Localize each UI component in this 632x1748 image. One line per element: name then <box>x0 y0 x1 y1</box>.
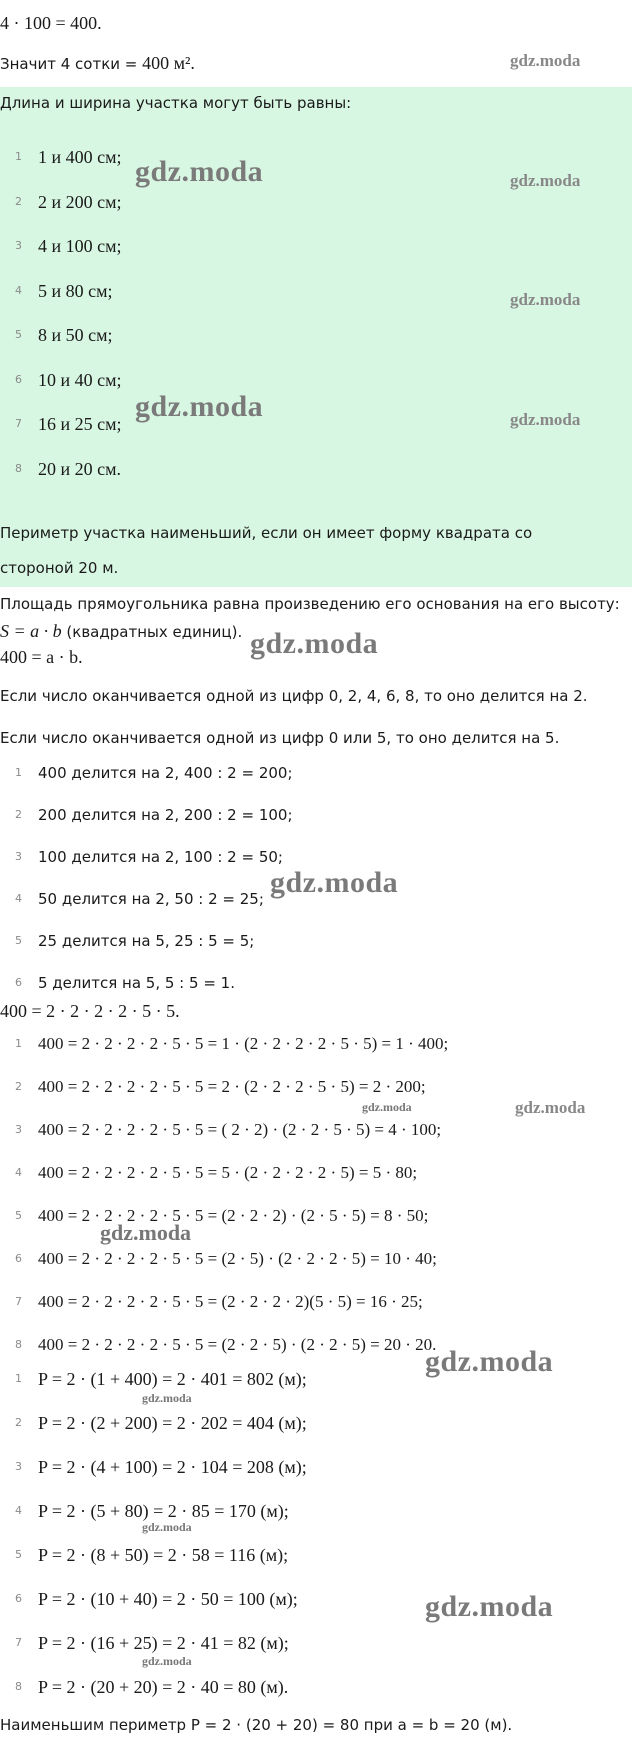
watermark: gdz.moda <box>425 1345 554 1378</box>
item-text: 4 и 100 см; <box>38 236 122 256</box>
intro-line-2-text: Значит 4 сотки = <box>0 55 143 73</box>
item-text: 20 и 20 см. <box>38 459 122 479</box>
area-equation: 400 = a · b. <box>0 647 83 667</box>
item-number: 7 <box>15 1295 22 1308</box>
item-number: 6 <box>15 976 22 989</box>
item-number: 3 <box>15 1123 22 1136</box>
intro-line-2 <box>0 52 195 75</box>
item-number: 8 <box>15 1680 22 1693</box>
watermark: gdz.moda <box>250 627 379 660</box>
item-text: 400 = 2 · 2 · 2 · 2 · 5 · 5 = 2 · (2 · 2 · 2 · 5 · 5) = 2 · 200; <box>38 1077 426 1096</box>
watermark: gdz.moda <box>100 1220 192 1245</box>
item-text: 400 = 2 · 2 · 2 · 2 · 5 · 5 = (2 · 5) · (2 · 2 · 2 · 5) = 10 · 40; <box>38 1249 437 1268</box>
watermark: gdz.moda <box>135 390 264 423</box>
item-number: 6 <box>15 1252 22 1265</box>
watermark: gdz.moda <box>135 155 264 188</box>
item-number: 2 <box>15 808 22 821</box>
watermark: gdz.moda <box>510 171 581 190</box>
item-text: 400 = 2 · 2 · 2 · 2 · 5 · 5 = ( 2 · 2) · (2 · 2 · 5 · 5) = 4 · 100; <box>38 1120 442 1139</box>
factorization: 400 = 2 · 2 · 2 · 2 · 5 · 5. <box>0 1001 180 1021</box>
item-number: 1 <box>15 766 22 779</box>
item-number: 4 <box>15 892 22 905</box>
sizes-heading: Длина и ширина участка могут быть равны: <box>0 94 352 112</box>
item-text: 400 = 2 · 2 · 2 · 2 · 5 · 5 = 1 · (2 · 2 · 2 · 2 · 5 · 5) = 1 · 400; <box>38 1034 449 1053</box>
item-text: 5 и 80 см; <box>38 281 113 301</box>
intro-line-2-value: 400 м². <box>142 53 195 73</box>
item-number: 5 <box>15 934 22 947</box>
item-number: 7 <box>15 417 22 430</box>
item-text: P = 2 · (2 + 200) = 2 · 202 = 404 (м); <box>38 1413 307 1433</box>
item-number: 2 <box>15 1416 22 1429</box>
item-number: 4 <box>15 1166 22 1179</box>
item-number: 5 <box>15 328 22 341</box>
perimeter-note-line-1: Периметр участка наименьший, если он имеет форму квадрата со <box>0 524 533 542</box>
conclusion: Наименьшим периметр P = 2 · (20 + 20) = 80 при a = b = 20 (м). <box>0 1716 513 1734</box>
item-number: 8 <box>15 462 22 475</box>
item-text: P = 2 · (1 + 400) = 2 · 401 = 802 (м); <box>38 1369 307 1389</box>
watermark: gdz.moda <box>510 410 581 429</box>
item-text: 400 делится на 2, 400 : 2 = 200; <box>38 764 293 782</box>
item-text: 400 = 2 · 2 · 2 · 2 · 5 · 5 = (2 · 2 · 2 · 2)(5 · 5) = 16 · 25; <box>38 1292 423 1311</box>
item-number: 4 <box>15 284 22 297</box>
item-number: 3 <box>15 239 22 252</box>
watermark: gdz.moda <box>515 1098 586 1117</box>
item-text: P = 2 · (4 + 100) = 2 · 104 = 208 (м); <box>38 1457 307 1477</box>
item-text: 10 и 40 см; <box>38 370 122 390</box>
item-text: 50 делится на 2, 50 : 2 = 25; <box>38 890 264 908</box>
item-text: 200 делится на 2, 200 : 2 = 100; <box>38 806 293 824</box>
item-text: 1 и 400 см; <box>38 147 122 167</box>
item-text: P = 2 · (20 + 20) = 2 · 40 = 80 (м). <box>38 1677 289 1697</box>
area-formula-expr: S = a · b <box>0 621 62 641</box>
watermark: gdz.moda <box>425 1590 554 1623</box>
item-number: 6 <box>15 373 22 386</box>
perimeter-note-line-2: стороной 20 м. <box>0 559 119 577</box>
item-number: 5 <box>15 1548 22 1561</box>
item-text: 16 и 25 см; <box>38 414 122 434</box>
item-number: 1 <box>15 150 22 163</box>
item-text: 5 делится на 5, 5 : 5 = 1. <box>38 974 235 992</box>
area-rule: Площадь прямоугольника равна произведению его основания на его высоту: <box>0 595 620 613</box>
watermark: gdz.moda <box>362 1100 412 1114</box>
rule-div-2: Если число оканчивается одной из цифр 0, 2, 4, 6, 8, то оно делится на 2. <box>0 687 588 705</box>
item-text: 400 = 2 · 2 · 2 · 2 · 5 · 5 = (2 · 2 · 5) · (2 · 2 · 5) = 20 · 20. <box>38 1335 437 1354</box>
watermark: gdz.moda <box>270 866 399 899</box>
item-number: 4 <box>15 1504 22 1517</box>
item-number: 1 <box>15 1037 22 1050</box>
watermark: gdz.moda <box>510 290 581 309</box>
item-number: 7 <box>15 1636 22 1649</box>
item-text: 400 = 2 · 2 · 2 · 2 · 5 · 5 = (2 · 2 · 2) · (2 · 5 · 5) = 8 · 50; <box>38 1206 429 1225</box>
item-text: P = 2 · (8 + 50) = 2 · 58 = 116 (м); <box>38 1545 289 1565</box>
area-formula-note: (квадратных единиц). <box>61 623 243 641</box>
item-text: 400 = 2 · 2 · 2 · 2 · 5 · 5 = 5 · (2 · 2 · 2 · 2 · 5) = 5 · 80; <box>38 1163 418 1182</box>
watermark: gdz.moda <box>142 1654 192 1668</box>
item-number: 3 <box>15 1460 22 1473</box>
watermark: gdz.moda <box>510 51 581 70</box>
item-number: 3 <box>15 850 22 863</box>
item-text: 100 делится на 2, 100 : 2 = 50; <box>38 848 283 866</box>
watermark: gdz.moda <box>142 1520 192 1534</box>
item-text: 25 делится на 5, 25 : 5 = 5; <box>38 932 255 950</box>
item-text: P = 2 · (5 + 80) = 2 · 85 = 170 (м); <box>38 1501 289 1521</box>
item-number: 2 <box>15 195 22 208</box>
intro-line-1: 4 · 100 = 400. <box>0 13 102 33</box>
item-text: P = 2 · (16 + 25) = 2 · 41 = 82 (м); <box>38 1633 289 1653</box>
watermark: gdz.moda <box>142 1391 192 1405</box>
item-text: 8 и 50 см; <box>38 325 113 345</box>
item-number: 8 <box>15 1338 22 1351</box>
item-number: 1 <box>15 1372 22 1385</box>
item-number: 5 <box>15 1209 22 1222</box>
rule-div-5: Если число оканчивается одной из цифр 0 или 5, то оно делится на 5. <box>0 729 560 747</box>
item-number: 2 <box>15 1080 22 1093</box>
item-text: 2 и 200 см; <box>38 192 122 212</box>
item-number: 6 <box>15 1592 22 1605</box>
area-formula <box>0 620 242 643</box>
item-text: P = 2 · (10 + 40) = 2 · 50 = 100 (м); <box>38 1589 298 1609</box>
